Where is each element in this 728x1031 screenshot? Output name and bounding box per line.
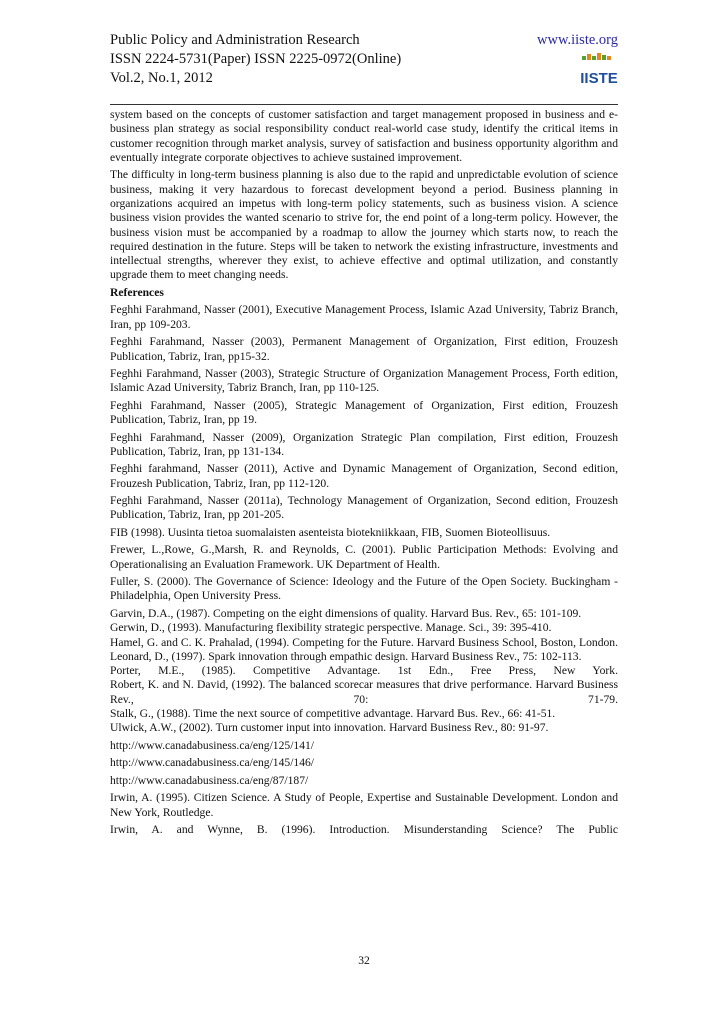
iiste-logo [580, 53, 618, 87]
reference-item: Ulwick, A.W., (2002). Turn customer input into innovation. Harvard Business Rev., 80: 91-97. [110, 721, 549, 735]
reference-item: Robert, K. and N. David, (1992). The balanced scorecar measures that drive performance. Harvard Business Rev., 70: 71-79. [110, 678, 618, 706]
reference-item: Leonard, D., (1997). Spark innovation through empathic design. Harvard Business Rev., 75: 102-113. [110, 649, 582, 663]
reference-item: Feghhi Farahmand, Nasser (2011a), Technology Management of Organization, Second edition, Frouzesh Publication, Tabriz, Iran, pp 201-205. [110, 494, 618, 522]
logo-text: IISTE [580, 70, 618, 87]
reference-link[interactable]: http://www.canadabusiness.ca/eng/87/187/ [110, 773, 309, 787]
header-rule [110, 104, 618, 105]
reference-item: Feghhi Farahmand, Nasser (2003), Permanent Management of Organization, First edition, Frouzesh Publication, Tabriz, Iran, pp15-32. [110, 335, 618, 363]
reference-item: Feghhi Farahmand, Nasser (2009), Organization Strategic Plan compilation, First edition, Frouzesh Publication, Tabriz, Iran, pp 131-134. [110, 430, 618, 458]
body-paragraph-1: system based on the concepts of customer satisfaction and target management proposed in business and e-business plan strategy as social responsibility conduct real-world case study, identify the critical items in customer recognition through market analysis, survey of satisfaction and business opportunity algorithm and eventually integrate corporate objectives to achieve sustained improvement. [110, 108, 618, 164]
reference-item: Garvin, D.A., (1987). Competing on the eight dimensions of quality. Harvard Bus. Rev., 65: 101-109. [110, 606, 582, 620]
reference-item: Frewer, L.,Rowe, G.,Marsh, R. and Reynolds, C. (2001). Public Participation Methods: Evolving and Operationalising an Evaluation Framework. UK Department of Health. [110, 543, 618, 571]
reference-item: Feghhi Farahmand, Nasser (2003), Strategic Structure of Organization Management Process, Forth edition, Islamic Azad University, Tabriz Branch, Iran, pp 110-125. [110, 366, 618, 395]
reference-link[interactable]: http://www.canadabusiness.ca/eng/145/146/ [110, 756, 315, 770]
volume-line: Vol.2, No.1, 2012 [110, 70, 213, 86]
reference-item: Fuller, S. (2000). The Governance of Science: Ideology and the Future of the Open Society. Buckingham - Philadelphia, Open University Press. [110, 575, 618, 603]
body-paragraph-2: The difficulty in long-term business planning is also due to the rapid and unpredictable evolution of science business, making it very hazardous to forecast development beyond a period. Business planning in organizations acquired an impetus with long-term policy statements, such as business vision. A science business vision provides the wanted scenario to strive for, the end point of a long-term policy. However, the business vision must be accompanied by a roadmap to allow the journey which starts now, to reach the required destination in the future. Steps will be taken to network the existing infrastructure, investments and intellectual strengths, wherever they exist, to achieve effective and optimal utilization, and constantly upgrade them to meet changing needs. [110, 168, 618, 282]
reference-item: Feghhi farahmand, Nasser (2011), Active and Dynamic Management of Organization, Second edition, Frouzesh Publication, Tabriz, Iran, pp 112-120. [110, 462, 618, 490]
reference-item: Irwin, A. (1995). Citizen Science. A Study of People, Expertise and Sustainable Development. London and New York, Routledge. [110, 791, 618, 819]
reference-item: Feghhi Farahmand, Nasser (2005), Strategic Management of Organization, First edition, Frouzesh Publication, Tabriz, Iran, pp 19. [110, 398, 618, 427]
journal-url-link[interactable]: www.iiste.org [537, 32, 618, 48]
reference-item: Stalk, G., (1988). Time the next source of competitive advantage. Harvard Bus. Rev., 66: 41-51. [110, 707, 556, 721]
reference-link[interactable]: http://www.canadabusiness.ca/eng/125/141/ [110, 738, 315, 752]
issn-line: ISSN 2224-5731(Paper) ISSN 2225-0972(Online) [110, 51, 402, 67]
reference-item: FIB (1998). Uusinta tietoa suomalaisten asenteista biotekniikkaan, FIB, Suomen Bioteollisuus. [110, 525, 551, 539]
reference-item: Feghhi Farahmand, Nasser (2001), Executive Management Process, Islamic Azad University, Tabriz Branch, Iran, pp 109-203. [110, 303, 618, 331]
page-header [110, 31, 618, 88]
reference-item: Irwin, A. and Wynne, B. (1996). Introduction. Misunderstanding Science? The Public [110, 823, 618, 837]
journal-title: Public Policy and Administration Research [110, 32, 360, 48]
references-heading: References [110, 285, 164, 299]
page-number: 32 [358, 954, 370, 967]
article-body [110, 108, 618, 841]
reference-item: Hamel, G. and C. K. Prahalad, (1994). Competing for the Future. Harvard Business School, Boston, London. [110, 635, 618, 649]
reference-item: Porter, M.E., (1985). Competitive Advantage. 1st Edn., Free Press, New York. [110, 664, 618, 678]
reference-item: Gerwin, D., (1993). Manufacturing flexibility strategic perspective. Manage. Sci., 39: 395-410. [110, 621, 552, 635]
